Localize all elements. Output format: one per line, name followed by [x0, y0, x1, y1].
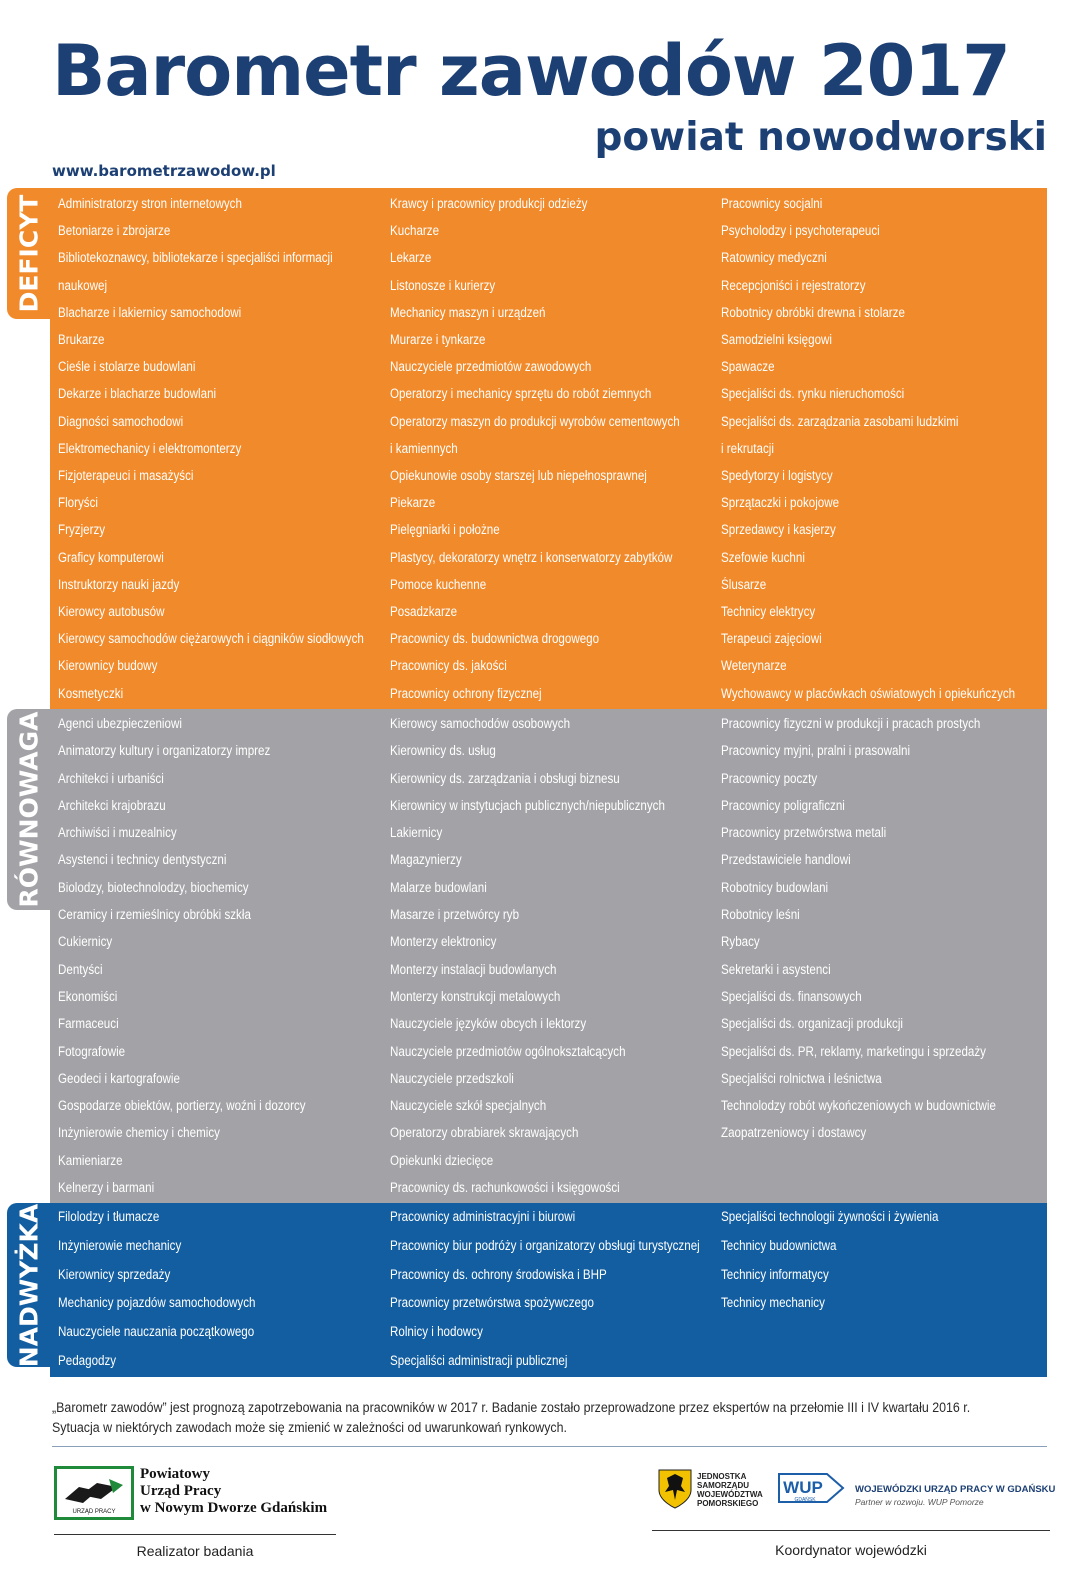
occupation-item: Nauczyciele przedmiotów zawodowych — [390, 359, 592, 375]
pup-org-name — [140, 1466, 327, 1517]
occupation-item: Specjaliści rolnictwa i leśnictwa — [721, 1070, 882, 1086]
occupation-item: Samodzielni księgowi — [721, 332, 832, 348]
occupation-item: Dekarze i blacharze budowlani — [58, 386, 217, 402]
occupation-item: Posadzkarze — [390, 604, 458, 620]
deficyt-column-3 — [721, 190, 1053, 707]
occupation-item: Specjaliści technologii żywności i żywienia — [721, 1209, 939, 1224]
right-signature-line — [652, 1530, 1050, 1531]
occupation-item: Plastycy, dekoratorzy wnętrz i konserwatorzy zabytków — [390, 549, 673, 565]
deficyt-tab — [7, 188, 50, 319]
occupation-item: Technicy budownictwa — [721, 1237, 837, 1253]
occupation-item: Pracownicy ochrony fizycznej — [390, 685, 542, 701]
nadwyzka-column-3 — [721, 1203, 1053, 1318]
occupation-item: Biolodzy, biotechnolodzy, biochemicy — [58, 879, 249, 895]
occupation-item: Bibliotekoznawcy, bibliotekarze i specjaliści informacji — [58, 250, 333, 266]
wup-name: WOJEWÓDZKI URZĄD PRACY W GDAŃSKU — [855, 1484, 1056, 1495]
deficyt-column-1 — [58, 190, 390, 707]
occupation-item: Floryści — [58, 495, 98, 511]
nadwyzka-label: NADWYŻKA — [14, 1203, 43, 1367]
wup-logo-subtext: GDAŃSK — [794, 1497, 816, 1503]
occupation-item: Brukarze — [58, 332, 105, 348]
deficyt-column-2 — [390, 190, 722, 707]
occupation-item: Farmaceuci — [58, 1016, 119, 1032]
pup-org-line-1: Powiatowy — [140, 1466, 210, 1482]
occupation-item: Pracownicy myjni, pralni i prasowalni — [721, 743, 911, 759]
occupation-item: Kierownicy w instytucjach publicznych/niepublicznych — [390, 797, 665, 813]
rownowaga-section — [50, 709, 1047, 1203]
occupation-item: Kamieniarze — [58, 1152, 123, 1168]
left-signature-line — [54, 1534, 336, 1535]
occupation-item: Technolodzy robót wykończeniowych w budownictwie — [721, 1098, 996, 1114]
occupation-item: Pracownicy ds. ochrony środowiska i BHP — [390, 1266, 607, 1282]
occupation-item: Specjaliści ds. rynku nieruchomości — [721, 386, 905, 402]
occupation-item: Kucharze — [390, 223, 440, 239]
occupation-item: Operatorzy i mechanicy sprzętu do robót ziemnych — [390, 386, 652, 402]
occupation-item: Mechanicy maszyn i urządzeń — [390, 304, 546, 320]
occupation-item: Pracownicy ds. budownictwa drogowego — [390, 631, 600, 647]
occupation-item: Sprzątaczki i pokojowe — [721, 495, 840, 511]
occupation-item: Filolodzy i tłumacze — [58, 1209, 160, 1224]
occupation-item: Specjaliści ds. organizacji produkcji — [721, 1016, 903, 1032]
occupation-item: Specjaliści ds. zarządzania zasobami ludzkimi — [721, 413, 959, 429]
occupation-item: Kierownicy sprzedaży — [58, 1266, 171, 1282]
occupation-item: Gospodarze obiektów, portierzy, woźni i dozorcy — [58, 1098, 306, 1114]
occupation-item: Terapeuci zajęciowi — [721, 631, 822, 647]
pup-org-line-2: Urząd Pracy — [140, 1483, 222, 1499]
occupation-item: Kosmetyczki — [58, 685, 124, 701]
footnote — [52, 1398, 1048, 1438]
pup-logo-text: URZĄD PRACY — [72, 1509, 116, 1515]
nadwyzka-column-1 — [58, 1203, 390, 1376]
occupation-item: Operatorzy maszyn do produkcji wyrobów cementowych — [390, 413, 680, 429]
herb-caption — [697, 1472, 763, 1508]
occupation-item: Piekarze — [390, 495, 436, 511]
nadwyzka-column-2 — [390, 1203, 722, 1376]
page-subtitle: powiat nowodworski — [594, 115, 1047, 160]
occupation-item: Pracownicy przetwórstwa spożywczego — [390, 1295, 594, 1311]
footer-divider — [52, 1446, 1047, 1447]
occupation-item: Przedstawiciele handlowi — [721, 852, 851, 868]
occupation-item: Pracownicy fizyczni w produkcji i pracach prostych — [721, 716, 981, 731]
page-title: Barometr zawodów 2017 — [52, 30, 1010, 112]
occupation-item: Nauczyciele nauczania początkowego — [58, 1324, 255, 1340]
rownowaga-label: RÓWNOWAGA — [14, 711, 43, 908]
koordynator-caption: Koordynator wojewódzki — [775, 1542, 927, 1558]
occupation-item: Spawacze — [721, 359, 775, 375]
occupation-item: Ślusarze — [721, 576, 767, 592]
wup-logo — [777, 1468, 847, 1508]
occupation-item: Listonosze i kurierzy — [390, 277, 496, 293]
rownowaga-column-2 — [390, 710, 722, 1201]
occupation-item: Murarze i tynkarze — [390, 332, 486, 348]
occupation-item: Administratorzy stron internetowych — [58, 196, 242, 211]
occupation-item: Diagności samochodowi — [58, 413, 184, 429]
occupation-item: Lekarze — [390, 250, 432, 266]
occupation-item: naukowej — [58, 277, 108, 293]
occupation-item: Robotnicy budowlani — [721, 879, 829, 895]
pomorskie-coat-of-arms-icon — [657, 1468, 693, 1510]
occupation-item: Kierownicy budowy — [58, 658, 158, 674]
occupation-item: Graficy komputerowi — [58, 549, 164, 565]
occupation-item: Asystenci i technicy dentystyczni — [58, 852, 227, 868]
occupation-item: Pomoce kuchenne — [390, 576, 487, 592]
occupation-item: Spedytorzy i logistycy — [721, 468, 833, 484]
nadwyzka-tab — [7, 1203, 50, 1367]
herb-line-3: WOJEWÓDZTWA — [697, 1490, 763, 1499]
occupation-item: Mechanicy pojazdów samochodowych — [58, 1295, 256, 1311]
rownowaga-column-1 — [58, 710, 390, 1201]
occupation-item: Kierownicy ds. usług — [390, 743, 496, 759]
occupation-item: Ceramicy i rzemieślnicy obróbki szkła — [58, 907, 251, 923]
occupation-item: Animatorzy kultury i organizatorzy imprez — [58, 743, 271, 759]
occupation-item: Geodeci i kartografowie — [58, 1070, 180, 1086]
wup-tagline: Partner w rozwoju. WUP Pomorze — [855, 1497, 984, 1507]
occupation-item: Masarze i przetwórcy ryb — [390, 907, 520, 923]
occupation-item: Cukiernicy — [58, 934, 113, 950]
occupation-item: Architekci i urbaniści — [58, 770, 164, 786]
occupation-item: Inżynierowie mechanicy — [58, 1237, 182, 1253]
occupation-item: Fizjoterapeuci i masażyści — [58, 468, 194, 484]
occupation-item: Pracownicy biur podróży i organizatorzy obsługi turystycznej — [390, 1237, 700, 1253]
occupation-item: i rekrutacji — [721, 440, 774, 456]
occupation-item: Zaopatrzeniowcy i dostawcy — [721, 1125, 867, 1141]
occupation-item: Specjaliści administracji publicznej — [390, 1352, 568, 1368]
occupation-item: Rolnicy i hodowcy — [390, 1324, 483, 1340]
occupation-item: Technicy mechanicy — [721, 1295, 825, 1311]
occupation-item: Agenci ubezpieczeniowi — [58, 716, 182, 731]
occupation-item: Ratownicy medyczni — [721, 250, 827, 266]
occupation-item: Kierowcy autobusów — [58, 604, 165, 620]
occupation-item: Inżynierowie chemicy i chemicy — [58, 1125, 220, 1141]
occupation-item: Sprzedawcy i kasjerzy — [721, 522, 836, 538]
pup-org-line-3: w Nowym Dworze Gdańskim — [140, 1500, 328, 1516]
occupation-item: Blacharze i lakiernicy samochodowi — [58, 304, 242, 320]
occupation-item: Lakiernicy — [390, 825, 443, 841]
occupation-item: Wychowawcy w placówkach oświatowych i opiekuńczych — [721, 685, 1016, 701]
pup-logo — [54, 1466, 134, 1520]
occupation-item: Nauczyciele szkół specjalnych — [390, 1098, 547, 1114]
website-url[interactable]: www.barometrzawodow.pl — [52, 162, 276, 180]
occupation-item: Pracownicy przetwórstwa metali — [721, 825, 887, 841]
deficyt-section — [50, 188, 1047, 709]
occupation-item: Fryzjerzy — [58, 522, 106, 538]
occupation-item: Instruktorzy nauki jazdy — [58, 576, 180, 592]
rownowaga-column-3 — [721, 710, 1053, 1147]
occupation-item: Pedagodzy — [58, 1352, 117, 1368]
nadwyzka-section — [50, 1203, 1047, 1377]
occupation-item: Fotografowie — [58, 1043, 126, 1059]
occupation-item: Nauczyciele przedszkoli — [390, 1070, 514, 1086]
occupation-item: Monterzy konstrukcji metalowych — [390, 988, 561, 1004]
footnote-line-2: Sytuacja w niektórych zawodach może się zmienić w zależności od uwarunkowań rynkowych. — [52, 1420, 567, 1435]
occupation-item: Pracownicy ds. rachunkowości i księgowości — [390, 1180, 620, 1196]
herb-line-4: POMORSKIEGO — [697, 1499, 759, 1508]
occupation-item: Technicy elektrycy — [721, 604, 816, 620]
occupation-item: Archiwiści i muzealnicy — [58, 825, 177, 841]
occupation-item: Monterzy elektronicy — [390, 934, 497, 950]
occupation-item: Sekretarki i asystenci — [721, 961, 831, 977]
occupation-item: Malarze budowlani — [390, 879, 487, 895]
occupation-item: Pracownicy administracyjni i biurowi — [390, 1209, 576, 1224]
occupation-item: Betoniarze i zbrojarze — [58, 223, 171, 239]
occupation-item: Monterzy instalacji budowlanych — [390, 961, 557, 977]
occupation-item: Technicy informatycy — [721, 1266, 829, 1282]
occupation-item: Ekonomiści — [58, 988, 118, 1004]
occupation-item: Dentyści — [58, 961, 103, 977]
occupation-item: Recepcjoniści i rejestratorzy — [721, 277, 866, 293]
occupation-item: Pracownicy poczty — [721, 770, 818, 786]
occupation-item: Krawcy i pracownicy produkcji odzieży — [390, 196, 588, 211]
occupation-item: i kamiennych — [390, 440, 458, 456]
occupation-item: Pracownicy ds. jakości — [390, 658, 507, 674]
rownowaga-tab — [7, 709, 50, 910]
occupation-item: Weterynarze — [721, 658, 787, 674]
occupation-item: Kierowcy samochodów ciężarowych i ciągników siodłowych — [58, 631, 364, 647]
herb-line-2: SAMORZĄDU — [697, 1481, 749, 1490]
occupation-item: Opiekunki dziecięce — [390, 1152, 494, 1168]
occupation-item: Pracownicy poligraficzni — [721, 797, 845, 813]
occupation-item: Operatorzy obrabiarek skrawających — [390, 1125, 579, 1141]
occupation-item: Kierownicy ds. zarządzania i obsługi biznesu — [390, 770, 620, 786]
occupation-item: Pracownicy socjalni — [721, 196, 823, 211]
herb-line-1: JEDNOSTKA — [697, 1472, 747, 1481]
occupation-item: Specjaliści ds. finansowych — [721, 988, 862, 1004]
realizator-caption: Realizator badania — [136, 1543, 254, 1559]
footnote-line-1: „Barometr zawodów” jest prognozą zapotrzebowania na pracowników w 2017 r. Badanie zostało przeprowadzone przez ekspertów na przełomie III i IV kwartału 2016 r. — [52, 1400, 971, 1415]
occupation-item: Opiekunowie osoby starszej lub niepełnosprawnej — [390, 468, 647, 484]
occupation-item: Pielęgniarki i położne — [390, 522, 500, 538]
occupation-item: Cieśle i stolarze budowlani — [58, 359, 196, 375]
wup-logo-text: WUP — [783, 1478, 823, 1497]
occupation-item: Architekci krajobrazu — [58, 797, 166, 813]
occupation-item: Robotnicy obróbki drewna i stolarze — [721, 304, 905, 320]
occupation-item: Rybacy — [721, 934, 760, 950]
occupation-item: Nauczyciele języków obcych i lektorzy — [390, 1016, 587, 1032]
occupation-item: Magazynierzy — [390, 852, 462, 868]
occupation-item: Kelnerzy i barmani — [58, 1180, 155, 1196]
deficyt-label: DEFICYT — [14, 194, 43, 313]
occupation-item: Nauczyciele przedmiotów ogólnokształcących — [390, 1043, 626, 1059]
occupation-item: Psycholodzy i psychoterapeuci — [721, 223, 880, 239]
occupation-item: Robotnicy leśni — [721, 907, 800, 923]
occupation-item: Specjaliści ds. PR, reklamy, marketingu i sprzedaży — [721, 1043, 986, 1059]
occupation-item: Kierowcy samochodów osobowych — [390, 716, 571, 731]
occupation-item: Elektromechanicy i elektromonterzy — [58, 440, 242, 456]
occupation-item: Szefowie kuchni — [721, 549, 805, 565]
